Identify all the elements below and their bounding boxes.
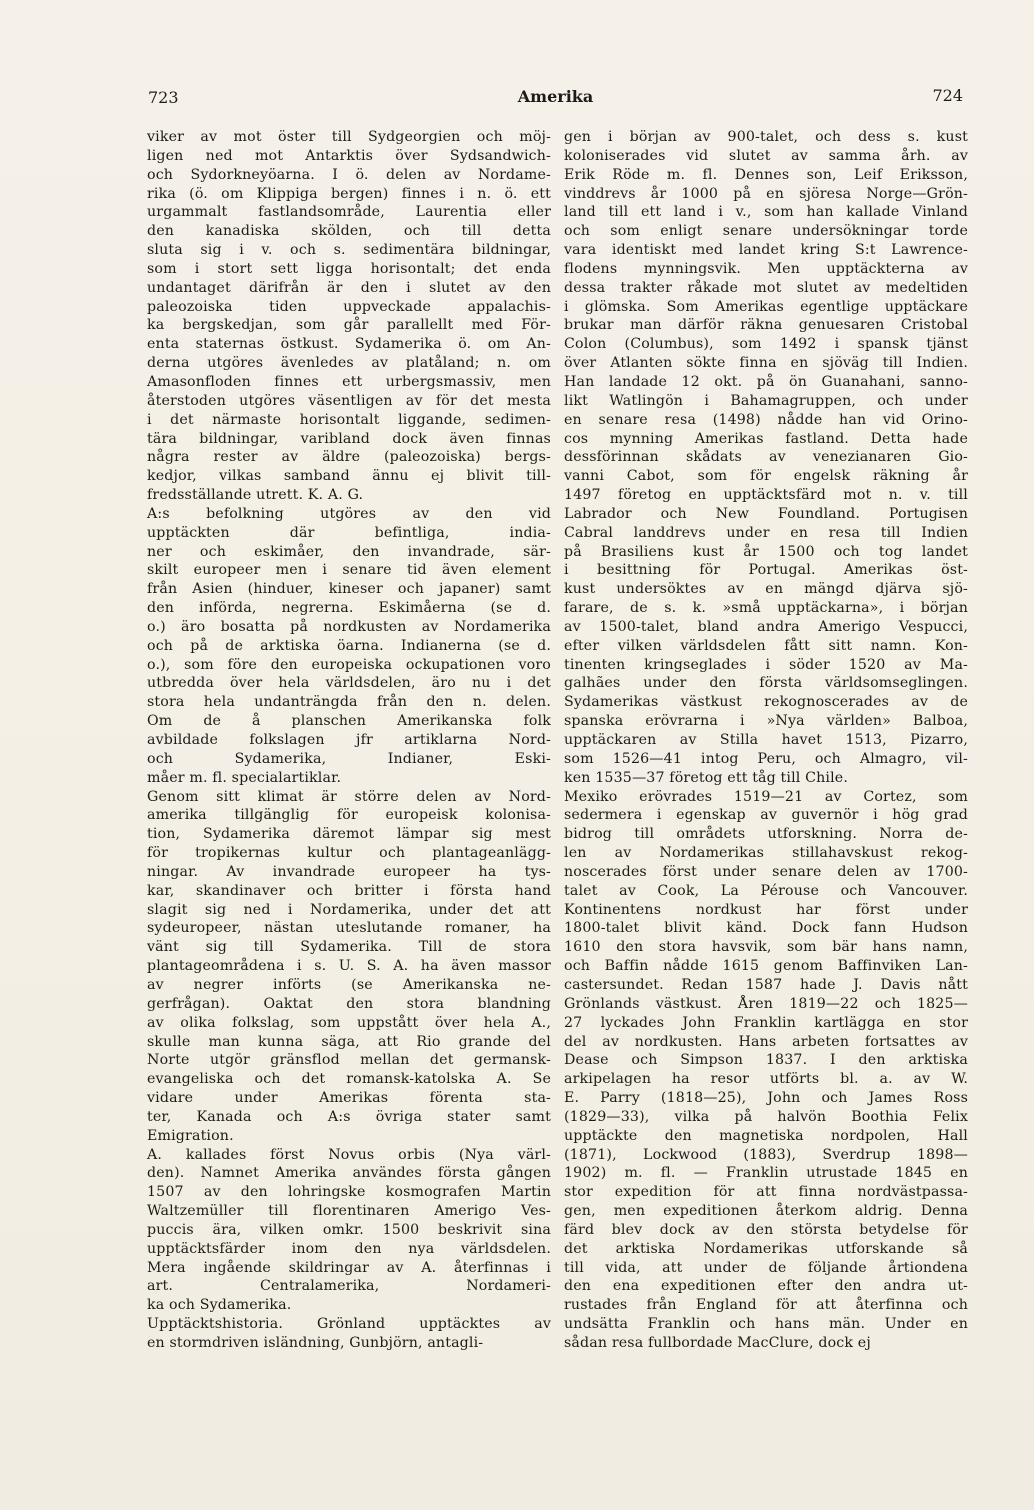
text-line: E. Parry (1818—25), John och James Ross [564, 1090, 968, 1107]
text-line: likt Watlingön i Bahamagruppen, och under [564, 392, 968, 409]
text-line: 27 lyckades John Franklin kartlägga en stor [564, 1014, 968, 1031]
text-line: del av nordkusten. Hans arbeten fortsattes av [564, 1033, 968, 1050]
text-line: gen, men expeditionen återkom aldrig. Denna [564, 1203, 968, 1220]
text-line: i det närmaste horisontalt liggande, sedimen- [147, 411, 551, 428]
text-line: Dease och Simpson 1837. I den arktiska [564, 1052, 968, 1069]
text-line: skulle man kunna säga, att Rio grande del [147, 1033, 551, 1050]
text-line: rustades från England för att återfinna och [564, 1297, 968, 1314]
text-line: amerika tillgänglig för europeisk kolonisa- [147, 807, 551, 824]
text-line: land till ett land i v., som han kallade Vinland [564, 204, 968, 221]
text-line: gerfrågan). Oaktat den stora blandning [147, 995, 551, 1012]
text-line: tära bildningar, varibland dock även finnas [147, 430, 551, 447]
text-line: 1497 företog en upptäcktsfärd mot n. v. till [564, 487, 968, 504]
text-line: Amasonfloden finnes ett urbergsmassiv, men [147, 373, 551, 390]
running-title: Amerika [517, 87, 594, 106]
text-line: ligen ned mot Antarktis över Sydsandwich- [147, 147, 551, 164]
text-line: utbredda över hela världsdelen, äro nu i det [147, 675, 551, 692]
text-line: koloniserades vid slutet av samma årh. av [564, 147, 968, 164]
text-line: och Sydorkneyöarna. I ö. delen av Nordame- [147, 166, 551, 183]
text-line: o.), som före den europeiska ockupationen voro [147, 656, 551, 673]
text-line: vinddrevs år 1000 på en sjöresa Norge—Grön- [564, 185, 968, 202]
text-line: över Atlanten sökte finna en sjöväg till Indien. [564, 355, 968, 372]
text-line: vara identiskt med landet kring S:t Lawrence- [564, 242, 968, 259]
text-line: rika (ö. om Klippiga bergen) finnes i n. ö. ett [147, 185, 551, 202]
text-line: återstoden utgöres väsentligen av för det mesta [147, 392, 551, 409]
text-line: gen i början av 900-talet, och dess s. kust [564, 129, 968, 145]
text-line: stora hela undanträngda från den n. delen. [147, 694, 551, 711]
text-line: av 1500-talet, bland andra Amerigo Vespucci, [564, 618, 968, 635]
page-number-left: 723 [148, 88, 179, 107]
text-line: och på de arktiska öarna. Indianerna (se d. [147, 637, 551, 654]
text-line: Genom sitt klimat är större delen av Nord- [147, 788, 551, 805]
text-line: 1507 av den lohringske kosmografen Martin [147, 1184, 551, 1201]
text-line: Erik Röde m. fl. Dennes son, Leif Eriksson, [564, 166, 968, 183]
text-line: ningar. Av invandrade europeer ha tys- [147, 863, 551, 880]
text-line: av olika folkslag, som uppstått över hela A., [147, 1014, 551, 1031]
text-line: som 1526—41 intog Peru, och Almagro, vil- [564, 750, 968, 767]
text-line: farare, de s. k. »små upptäckarna», i början [564, 600, 968, 617]
text-line: urgammalt fastlandsområde, Laurentia eller [147, 204, 551, 221]
text-line: som i stort sett ligga horisontalt; det enda [147, 260, 551, 277]
text-line: ner och eskimåer, den invandrade, sär- [147, 543, 551, 560]
text-line: galhães under den första världsomseglingen. [564, 675, 968, 692]
text-line: av negrer införts (se Amerikanska ne- [147, 976, 551, 993]
text-line: efter vilken världsdelen fått sitt namn. Kon- [564, 637, 968, 654]
text-line: på Brasiliens kust år 1500 och tog landet [564, 543, 968, 560]
right-column [564, 128, 968, 1368]
text-line: Kontinentens nordkust har först under [564, 901, 968, 918]
text-line: derna utgöres ävenledes av platåland; n. om [147, 355, 551, 372]
text-line: art. Centralamerika, Nordameri- [147, 1278, 551, 1295]
text-line: brukar man därför räkna genuesaren Cristobal [564, 317, 968, 334]
text-line: cos mynning Amerikas fastland. Detta hade [564, 430, 968, 447]
text-line: sådan resa fullbordade MacClure, dock ej [564, 1335, 871, 1351]
text-line: Norte utgör gränsflod mellan det germansk- [147, 1052, 551, 1069]
text-line: Emigration. [147, 1127, 234, 1144]
text-line: skilt europeer men i senare tid även element [147, 562, 551, 579]
text-line: len av Nordamerikas stillahavskust rekog- [564, 845, 968, 862]
text-line: Mexiko erövrades 1519—21 av Cortez, som [564, 788, 968, 805]
text-line: 1610 den stora havsvik, som bär hans namn, [564, 939, 968, 956]
text-line: (1871), Lockwood (1883), Sverdrup 1898— [564, 1146, 968, 1163]
text-line: o.) äro bosatta på nordkusten av Nordamerika [147, 618, 551, 635]
text-line: dessförinnan skådats av venezianaren Gio- [564, 449, 968, 466]
text-line: avbildade folkslagen jfr artiklarna Nord- [147, 732, 551, 748]
page-number-right: 724 [932, 86, 963, 105]
text-line: måer m. fl. specialartiklar. [147, 769, 342, 786]
text-line: Sydamerikas västkust rekognoscerades av de [564, 694, 968, 711]
text-line: noscerades först under senare delen av 1700- [564, 863, 968, 880]
text-line: upptäckten där befintliga, india- [147, 524, 551, 541]
text-line: (1829—33), vilka på halvön Boothia Felix [564, 1108, 968, 1125]
text-line: paleozoiska tiden uppveckade appalachis- [147, 298, 551, 315]
text-line: kust undersöktes av en mängd djärva sjö- [564, 581, 968, 598]
text-line: bidrog till områdets utforskning. Norra de- [564, 826, 968, 843]
text-line: A. kallades först Novus orbis (Nya värl- [147, 1146, 551, 1163]
text-line: ka bergskedjan, som går parallellt med För- [147, 317, 551, 334]
text-line: en senare resa (1498) nådde han vid Orino- [564, 411, 968, 428]
text-line: några rester av äldre (paleozoiska) bergs- [147, 449, 551, 466]
text-line: en stormdriven isländning, Gunbjörn, antagli- [147, 1335, 484, 1351]
text-line: tinenten kringseglades i söder 1520 av Ma- [564, 656, 968, 673]
text-line: dessa trakter råkade mot slutet av medeltiden [564, 279, 968, 296]
text-line: Han landade 12 okt. på ön Guanahani, sanno- [564, 373, 968, 390]
text-line: den kanadiska skölden, och till detta [147, 223, 551, 240]
text-line: till vida, att under de följande årtiondena [564, 1259, 968, 1276]
text-line: evangeliska och det romansk-katolska A. Se [147, 1071, 551, 1088]
text-line: vidare under Amerikas förenta sta- [147, 1090, 551, 1107]
text-line: undsätta Franklin och hans män. Under en [564, 1316, 968, 1333]
text-line: det arktiska Nordamerikas utforskande så [564, 1240, 968, 1257]
text-line: Colon (Columbus), som 1492 i spansk tjänst [564, 336, 968, 353]
text-line: stor expedition för att finna nordvästpassa- [564, 1184, 968, 1201]
text-line: i glömska. Som Amerikas egentlige upptäckare [564, 298, 968, 315]
text-line: plantageområdena i s. U. S. A. ha även massor [147, 958, 551, 975]
text-line: vänt sig till Sydamerika. Till de stora [147, 939, 551, 956]
text-line: ken 1535—37 företog ett tåg till Chile. [564, 769, 849, 786]
text-line: och Baffin nådde 1615 genom Baffinviken Lan- [564, 958, 968, 975]
text-line: upptäckaren av Stilla havet 1513, Pizarro, [564, 732, 968, 748]
text-line: fredsställande utrett. K. A. G. [147, 487, 364, 504]
text-line: undantaget därifrån är den i slutet av den [147, 279, 551, 296]
text-line: castersundet. Redan 1587 hade J. Davis nått [564, 976, 968, 993]
text-line: tion, Sydamerika däremot lämpar sig mest [147, 826, 551, 843]
text-line: upptäcktsfärder inom den nya världsdelen. [147, 1240, 551, 1257]
text-line: ka och Sydamerika. [147, 1297, 292, 1314]
text-line: arkipelagen ha resor utförts bl. a. av W. [564, 1071, 968, 1088]
text-line: Grönlands västkust. Åren 1819—22 och 1825— [564, 995, 968, 1012]
text-line: spanska erövrarna i »Nya världen» Balboa, [564, 713, 968, 730]
text-line: i besittning för Portugal. Amerikas öst- [564, 562, 968, 579]
text-line: enta staternas östkust. Sydamerika ö. om An- [147, 336, 551, 353]
page-header [148, 86, 963, 110]
text-line: från Asien (hinduer, kineser och japaner) samt [147, 581, 551, 598]
text-line: och som enligt senare undersökningar torde [564, 223, 968, 240]
text-line: upptäckte den magnetiska nordpolen, Hall [564, 1127, 968, 1144]
text-line: den införda, negrerna. Eskimåerna (se d. [147, 600, 551, 617]
text-line: Cabral landdrevs under en resa till Indien [564, 524, 968, 541]
text-line: slagit sig ned i Nordamerika, under det att [147, 901, 551, 918]
text-line: Om de å planschen Amerikanska folk [147, 713, 551, 730]
text-line: sydeuropeer, nästan uteslutande romaner, ha [147, 920, 551, 937]
text-line: Waltzemüller till florentinaren Amerigo Ves- [147, 1203, 551, 1220]
text-line: puccis ära, vilken omkr. 1500 beskrivit sina [147, 1221, 551, 1238]
text-line: för tropikernas kultur och plantageanlägg- [147, 845, 551, 862]
left-column [147, 128, 551, 1368]
text-line: Labrador och New Foundland. Portugisen [564, 505, 968, 522]
text-line: 1902) m. fl. — Franklin utrustade 1845 en [564, 1165, 968, 1182]
text-line: vanni Cabot, som för engelsk räkning år [564, 468, 968, 485]
text-line: den ena expeditionen efter den andra ut- [564, 1278, 968, 1295]
text-line: kar, skandinaver och britter i första hand [147, 882, 551, 899]
text-line: och Sydamerika, Indianer, Eski- [147, 750, 551, 767]
text-line: sluta sig i v. och s. sedimentära bildningar, [147, 242, 551, 259]
text-line: kedjor, vilkas samband ännu ej blivit till- [147, 468, 551, 485]
text-line: Mera ingående skildringar av A. återfinnas i [147, 1259, 551, 1276]
text-line: flodens mynningsvik. Men upptäckterna av [564, 260, 968, 277]
text-line: Upptäcktshistoria. Grönland upptäcktes av [147, 1316, 551, 1333]
text-line: A:s befolkning utgöres av den vid [147, 505, 551, 522]
text-line: talet av Cook, La Pérouse och Vancouver. [564, 882, 968, 899]
text-line: färd blev dock av den största betydelse för [564, 1221, 968, 1238]
text-line: viker av mot öster till Sydgeorgien och möj- [147, 129, 551, 145]
text-line: ter, Kanada och A:s övriga stater samt [147, 1108, 551, 1125]
text-line: 1800-talet blivit känd. Dock fann Hudson [564, 920, 968, 937]
text-line: den). Namnet Amerika användes första gången [147, 1165, 551, 1182]
text-line: sedermera i egenskap av guvernör i hög grad [564, 807, 968, 824]
